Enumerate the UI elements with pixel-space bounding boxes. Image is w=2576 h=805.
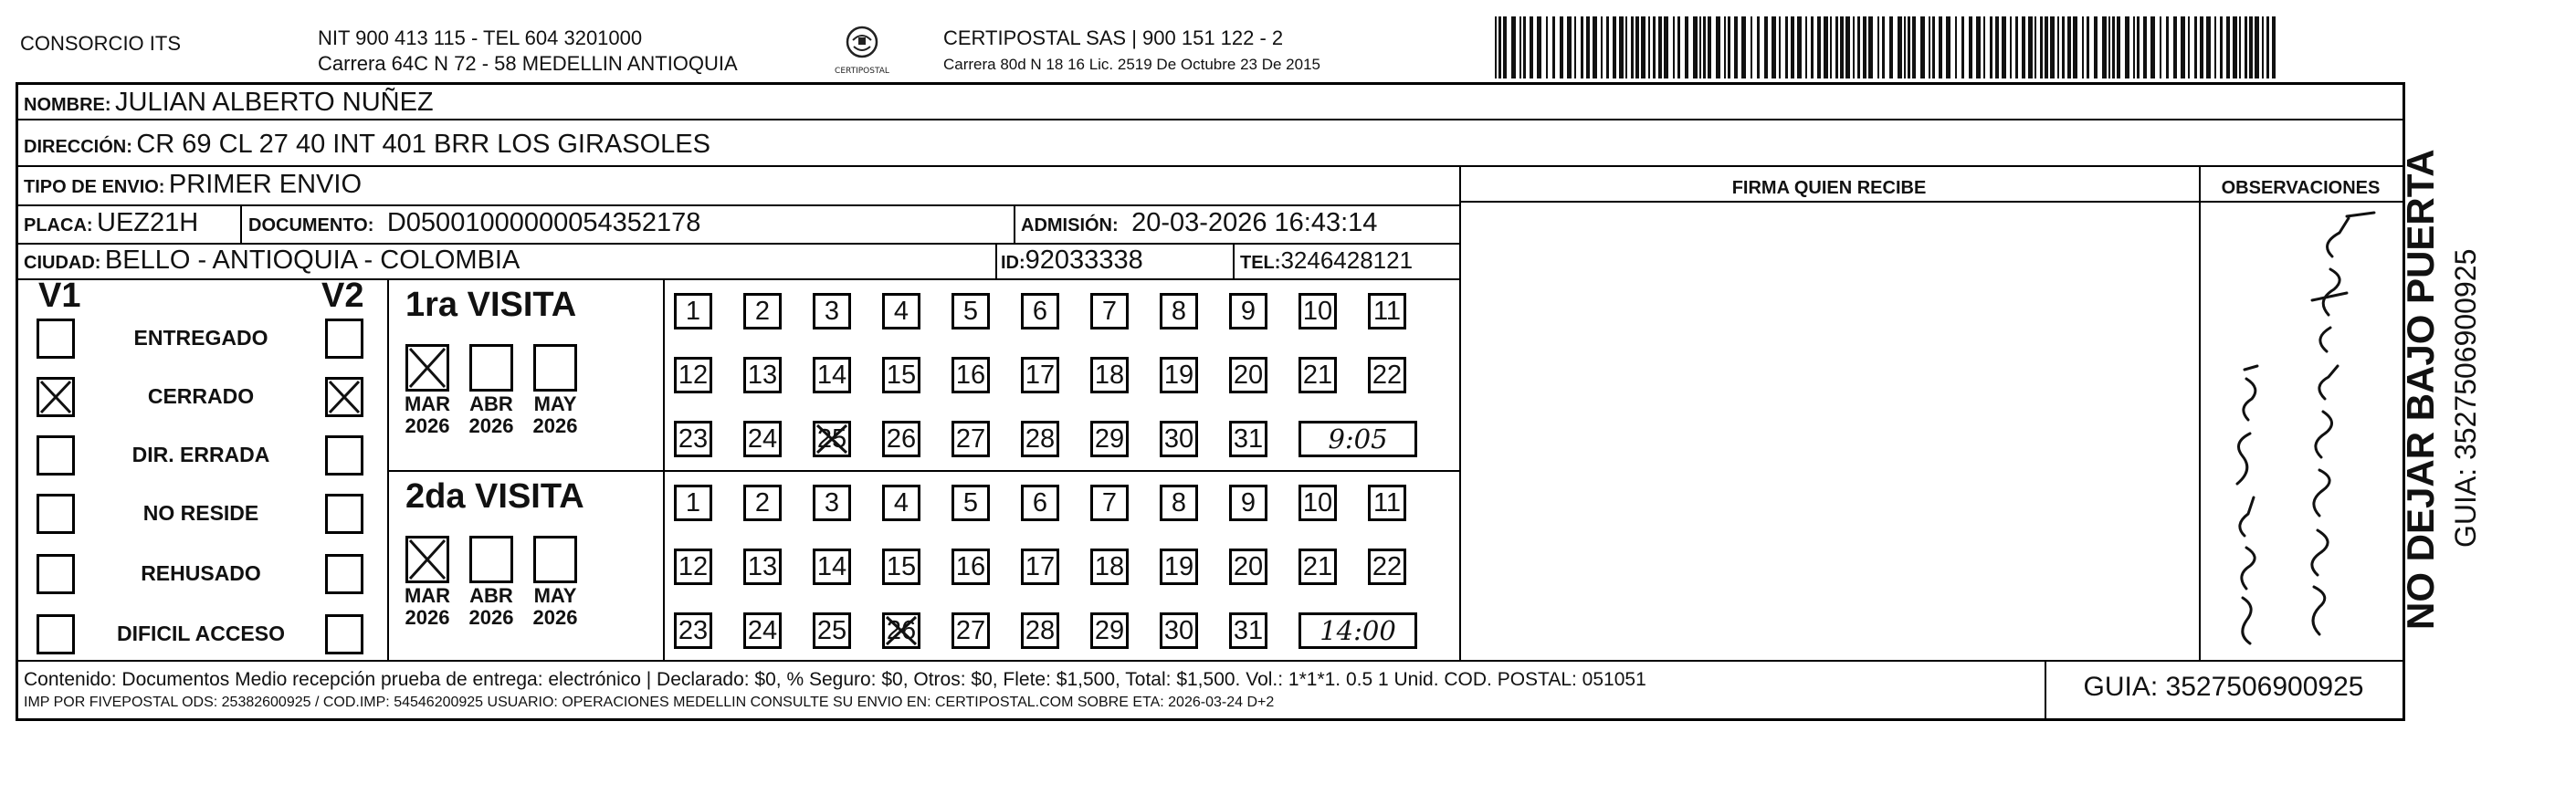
day-box-28[interactable]: 28 (1021, 612, 1059, 649)
day-box-2[interactable]: 2 (743, 293, 782, 329)
svg-text:CERTIPOSTAL: CERTIPOSTAL (835, 67, 889, 76)
status-reason-label: DIFICIL ACCESO (116, 622, 285, 645)
observation-handwriting (2210, 205, 2397, 656)
day-box-18[interactable]: 18 (1090, 357, 1129, 393)
day-box-15[interactable]: 15 (882, 357, 920, 393)
certipostal-logo (824, 22, 900, 80)
status-reason-label: REHUSADO (141, 561, 261, 585)
company-address: Carrera 64C N 72 - 58 MEDELLIN ANTIOQUIA (318, 52, 738, 75)
footer-print-line: IMP POR FIVEPOSTAL ODS: 25382600925 / COD.IMP: 54546200925 USUARIO: OPERACIONES MEDELLIN CONSULTE SU ENVIO EN: CERTIPOSTAL.COM SOBRE ETA: 2026-03-24 D+2 (24, 695, 1275, 710)
day-box-10[interactable]: 10 (1299, 485, 1337, 521)
phone-value: 3246428121 (1280, 246, 1414, 274)
v1-checkbox-0[interactable] (37, 319, 75, 359)
name-label: NOMBRE: (24, 95, 111, 115)
month-checkbox-may[interactable] (533, 344, 577, 392)
v2-checkbox-1[interactable] (325, 377, 363, 417)
plate-value: UEZ21H (97, 208, 199, 237)
signature-header: FIRMA QUIEN RECIBE (1731, 178, 1927, 198)
status-reason-label: DIR. ERRADA (131, 443, 270, 466)
month-checkbox-mar[interactable] (405, 344, 449, 392)
v2-checkbox-3[interactable] (325, 494, 363, 534)
day-box-4[interactable]: 4 (882, 293, 920, 329)
document-label: DOCUMENTO: (248, 215, 374, 235)
day-box-7[interactable]: 7 (1090, 293, 1129, 329)
day-box-14[interactable]: 14 (813, 357, 851, 393)
month-year: 2026 (468, 414, 514, 437)
month-checkbox-abr[interactable] (469, 344, 513, 392)
phone-label: TEL: (1240, 253, 1281, 273)
v2-checkbox-5[interactable] (325, 614, 363, 654)
day-box-17[interactable]: 17 (1021, 357, 1059, 393)
day-box-19[interactable]: 19 (1160, 357, 1198, 393)
day-box-29[interactable]: 29 (1090, 421, 1129, 457)
day-box-9[interactable]: 9 (1229, 293, 1267, 329)
v1-checkbox-1[interactable] (37, 377, 75, 417)
day-box-12[interactable]: 12 (674, 549, 712, 585)
day-box-27[interactable]: 27 (952, 421, 990, 457)
month-label (464, 393, 519, 437)
day-box-18[interactable]: 18 (1090, 549, 1129, 585)
day-box-25[interactable]: 25 (813, 421, 851, 457)
observations-header: OBSERVACIONES (2221, 178, 2381, 198)
barcode (1495, 16, 2280, 78)
no-under-door-warning: NO DEJAR BAJO PUERTA (2399, 149, 2442, 630)
month-year: 2026 (532, 606, 578, 629)
day-box-22[interactable]: 22 (1368, 549, 1406, 585)
day-box-20[interactable]: 20 (1229, 357, 1267, 393)
day-box-31[interactable]: 31 (1229, 421, 1267, 457)
visit-hour-box[interactable]: 9:05 (1299, 421, 1417, 457)
day-box-21[interactable]: 21 (1299, 549, 1337, 585)
city-value: BELLO - ANTIOQUIA - COLOMBIA (104, 246, 520, 275)
month-label (464, 585, 519, 629)
admission-field (1021, 207, 1377, 243)
month-name: MAR (404, 584, 451, 607)
day-box-1[interactable]: 1 (674, 485, 712, 521)
v2-heading: V2 (321, 277, 364, 315)
day-box-28[interactable]: 28 (1021, 421, 1059, 457)
document-value: D05001000000054352178 (386, 208, 701, 237)
day-box-27[interactable]: 27 (952, 612, 990, 649)
day-box-2[interactable]: 2 (743, 485, 782, 521)
v1-checkbox-2[interactable] (37, 435, 75, 476)
day-box-24[interactable]: 24 (743, 421, 782, 457)
month-name: ABR (469, 392, 513, 415)
month-label (528, 393, 583, 437)
address-row (24, 129, 710, 164)
day-box-1[interactable]: 1 (674, 293, 712, 329)
month-label (400, 585, 455, 629)
company-nit-tel: NIT 900 413 115 - TEL 604 3201000 (318, 26, 643, 49)
day-box-31[interactable]: 31 (1229, 612, 1267, 649)
day-box-7[interactable]: 7 (1090, 485, 1129, 521)
v2-checkbox-4[interactable] (325, 554, 363, 594)
month-year: 2026 (532, 414, 578, 437)
month-label (528, 585, 583, 629)
company-name: CONSORCIO ITS (20, 32, 182, 55)
name-value: JULIAN ALBERTO NUÑEZ (115, 88, 434, 117)
day-box-3[interactable]: 3 (813, 293, 851, 329)
day-box-19[interactable]: 19 (1160, 549, 1198, 585)
visit-title: 2da VISITA (405, 477, 584, 516)
phone-field (1240, 245, 1413, 280)
day-box-13[interactable]: 13 (743, 549, 782, 585)
day-box-25[interactable]: 25 (813, 612, 851, 649)
day-box-11[interactable]: 11 (1368, 485, 1406, 521)
day-box-4[interactable]: 4 (882, 485, 920, 521)
v1-checkbox-3[interactable] (37, 494, 75, 534)
address-label: DIRECCIÓN: (24, 137, 132, 157)
day-box-8[interactable]: 8 (1160, 293, 1198, 329)
day-box-21[interactable]: 21 (1299, 357, 1337, 393)
admission-label: ADMISIÓN: (1021, 215, 1119, 235)
carrier-name: CERTIPOSTAL SAS | 900 151 122 - 2 (943, 26, 1284, 49)
month-checkbox-mar[interactable] (405, 536, 449, 583)
status-reason-label: ENTREGADO (133, 326, 268, 350)
city-label: CIUDAD: (24, 253, 101, 273)
day-box-15[interactable]: 15 (882, 549, 920, 585)
month-name: MAR (404, 392, 451, 415)
day-box-12[interactable]: 12 (674, 357, 712, 393)
month-checkbox-abr[interactable] (469, 536, 513, 583)
day-box-8[interactable]: 8 (1160, 485, 1198, 521)
visit-hour-box[interactable]: 14:00 (1299, 612, 1417, 649)
day-box-5[interactable]: 5 (952, 485, 990, 521)
v1-checkbox-4[interactable] (37, 554, 75, 594)
day-box-6[interactable]: 6 (1021, 293, 1059, 329)
id-value: 92033338 (1025, 246, 1143, 275)
document-field (248, 207, 700, 243)
footer-guide-number: GUIA: 3527506900925 (2083, 672, 2364, 702)
address-value: CR 69 CL 27 40 INT 401 BRR LOS GIRASOLES (136, 130, 710, 159)
day-box-13[interactable]: 13 (743, 357, 782, 393)
admission-value: 20-03-2026 16:43:14 (1131, 208, 1378, 237)
visit-title: 1ra VISITA (405, 286, 577, 324)
shipment-type-value: PRIMER ENVIO (168, 170, 363, 199)
footer-content-line: Contenido: Documentos Medio recepción prueba de entrega: electrónico | Declarado: $0, % Seguro: $0, Otros: $0, Flete: $1,500, Total: $1,500. Vol.: 1*1*1. 0.5 1 Unid. COD. POSTAL: 051051 (24, 669, 1646, 690)
id-field (1001, 245, 1143, 280)
day-box-16[interactable]: 16 (952, 549, 990, 585)
day-box-3[interactable]: 3 (813, 485, 851, 521)
month-year: 2026 (468, 606, 514, 629)
month-year: 2026 (405, 606, 450, 629)
v2-checkbox-0[interactable] (325, 319, 363, 359)
day-box-10[interactable]: 10 (1299, 293, 1337, 329)
day-box-9[interactable]: 9 (1229, 485, 1267, 521)
shipment-type-label: TIPO DE ENVIO: (24, 177, 165, 197)
delivery-form (16, 82, 2405, 721)
plate-field (24, 207, 198, 243)
v2-checkbox-2[interactable] (325, 435, 363, 476)
month-name: MAY (533, 392, 577, 415)
month-label (400, 393, 455, 437)
day-box-5[interactable]: 5 (952, 293, 990, 329)
plate-label: PLACA: (24, 215, 93, 235)
day-box-30[interactable]: 30 (1160, 421, 1198, 457)
day-box-6[interactable]: 6 (1021, 485, 1059, 521)
status-reason-label: CERRADO (147, 384, 255, 408)
v1-heading: V1 (38, 277, 81, 315)
month-name: ABR (469, 584, 513, 607)
day-box-20[interactable]: 20 (1229, 549, 1267, 585)
day-box-16[interactable]: 16 (952, 357, 990, 393)
day-box-24[interactable]: 24 (743, 612, 782, 649)
month-year: 2026 (405, 414, 450, 437)
day-box-14[interactable]: 14 (813, 549, 851, 585)
day-box-26[interactable]: 26 (882, 421, 920, 457)
carrier-address: Carrera 80d N 18 16 Lic. 2519 De Octubre 23 De 2015 (943, 56, 1320, 73)
day-box-29[interactable]: 29 (1090, 612, 1129, 649)
city-field (24, 245, 520, 280)
day-box-23[interactable]: 23 (674, 612, 712, 649)
day-box-17[interactable]: 17 (1021, 549, 1059, 585)
month-name: MAY (533, 584, 577, 607)
v1-checkbox-5[interactable] (37, 614, 75, 654)
day-box-26[interactable]: 26 (882, 612, 920, 649)
month-checkbox-may[interactable] (533, 536, 577, 583)
day-box-11[interactable]: 11 (1368, 293, 1406, 329)
day-box-30[interactable]: 30 (1160, 612, 1198, 649)
id-label: ID: (1001, 253, 1025, 273)
side-guide-number: GUIA: 3527506900925 (2449, 248, 2482, 548)
day-box-23[interactable]: 23 (674, 421, 712, 457)
shipment-type-row (24, 169, 362, 204)
day-box-22[interactable]: 22 (1368, 357, 1406, 393)
name-row (24, 87, 434, 122)
status-reason-label: NO RESIDE (142, 501, 259, 525)
